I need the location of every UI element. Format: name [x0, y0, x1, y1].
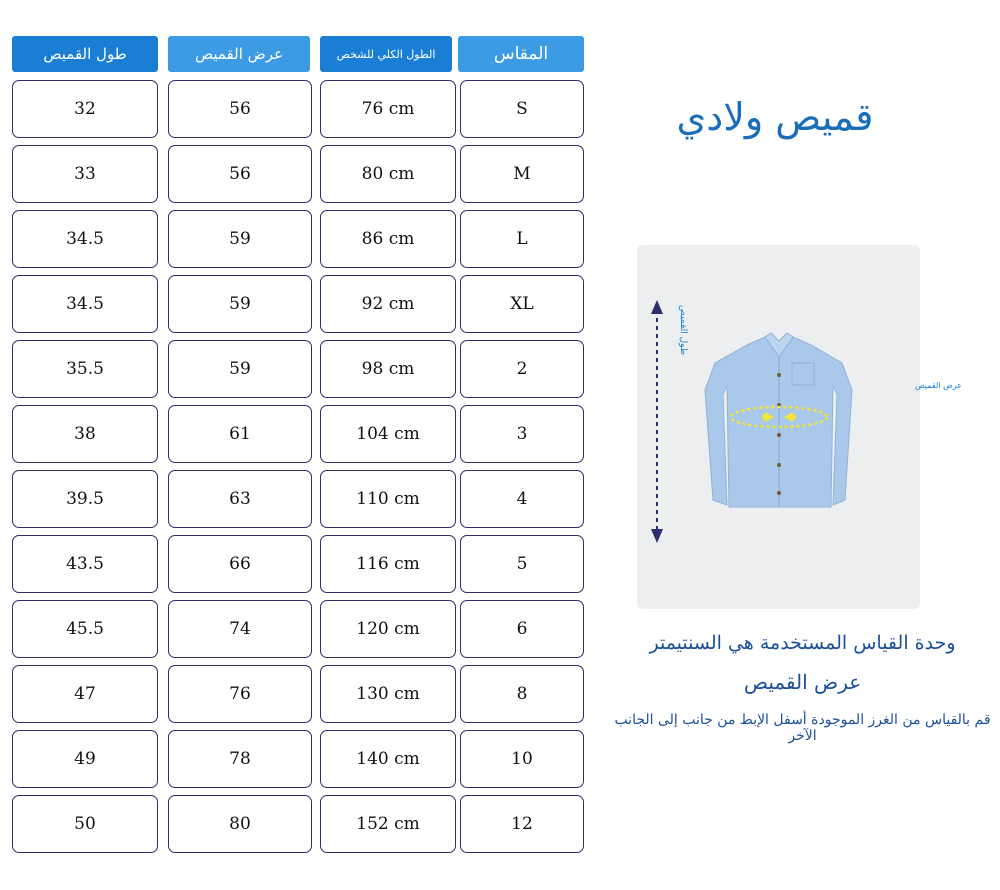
cell-total-length: 130 cm	[320, 665, 456, 723]
cell-shirt-width: 74	[168, 600, 312, 658]
header-shirt-length: طول القميص	[12, 36, 158, 72]
cell-shirt-width: 80	[168, 795, 312, 853]
table-row	[12, 340, 584, 398]
table-row	[12, 535, 584, 593]
cell-size: XL	[460, 275, 584, 333]
cell-shirt-width: 59	[168, 275, 312, 333]
header-size: المقاس	[458, 36, 584, 72]
header-total-length: الطول الكلي للشخص	[320, 36, 452, 72]
table-row	[12, 600, 584, 658]
width-heading: عرض القميص	[743, 670, 862, 694]
width-label: عرض القميص	[915, 381, 962, 390]
cell-shirt-width: 78	[168, 730, 312, 788]
cell-shirt-width: 66	[168, 535, 312, 593]
cell-shirt-width: 63	[168, 470, 312, 528]
table-row	[12, 665, 584, 723]
measurement-notes	[610, 632, 995, 744]
cell-shirt-width: 56	[168, 145, 312, 203]
cell-shirt-length: 47	[12, 665, 158, 723]
cell-total-length: 140 cm	[320, 730, 456, 788]
cell-total-length: 92 cm	[320, 275, 456, 333]
cell-shirt-length: 34.5	[12, 210, 158, 268]
cell-size: 4	[460, 470, 584, 528]
table-row	[12, 405, 584, 463]
cell-shirt-width: 76	[168, 665, 312, 723]
cell-shirt-width: 59	[168, 210, 312, 268]
table-row	[12, 145, 584, 203]
cell-shirt-length: 35.5	[12, 340, 158, 398]
width-instruction: قم بالقياس من الغرز الموجودة أسفل الإبط من جانب إلى الجانب الآخر	[614, 712, 991, 744]
table-row	[12, 80, 584, 138]
cell-size: 2	[460, 340, 584, 398]
cell-size: S	[460, 80, 584, 138]
cell-shirt-length: 33	[12, 145, 158, 203]
cell-size: 5	[460, 535, 584, 593]
shirt-image	[637, 245, 962, 609]
cell-size: M	[460, 145, 584, 203]
cell-total-length: 98 cm	[320, 340, 456, 398]
cell-total-length: 110 cm	[320, 470, 456, 528]
cell-total-length: 120 cm	[320, 600, 456, 658]
table-header	[12, 36, 584, 72]
cell-shirt-width: 56	[168, 80, 312, 138]
table-row	[12, 275, 584, 333]
cell-shirt-width: 59	[168, 340, 312, 398]
cell-size: 3	[460, 405, 584, 463]
cell-shirt-length: 50	[12, 795, 158, 853]
cell-total-length: 76 cm	[320, 80, 456, 138]
cell-shirt-length: 45.5	[12, 600, 158, 658]
cell-total-length: 104 cm	[320, 405, 456, 463]
cell-shirt-length: 34.5	[12, 275, 158, 333]
cell-size: 12	[460, 795, 584, 853]
cell-size: 10	[460, 730, 584, 788]
arrow-up-icon	[651, 300, 663, 314]
cell-shirt-width: 61	[168, 405, 312, 463]
shirt-illustration	[637, 245, 962, 609]
size-table	[12, 36, 584, 860]
cell-total-length: 116 cm	[320, 535, 456, 593]
cell-total-length: 152 cm	[320, 795, 456, 853]
cell-shirt-length: 43.5	[12, 535, 158, 593]
cell-size: 8	[460, 665, 584, 723]
cell-shirt-length: 38	[12, 405, 158, 463]
table-row	[12, 795, 584, 853]
cell-shirt-length: 49	[12, 730, 158, 788]
cell-shirt-length: 32	[12, 80, 158, 138]
page-title: قميص ولادي	[676, 95, 874, 139]
cell-size: 6	[460, 600, 584, 658]
table-row	[12, 470, 584, 528]
cell-total-length: 86 cm	[320, 210, 456, 268]
cell-total-length: 80 cm	[320, 145, 456, 203]
header-shirt-width: عرض القميص	[168, 36, 310, 72]
cell-shirt-length: 39.5	[12, 470, 158, 528]
cell-size: L	[460, 210, 584, 268]
unit-note: وحدة القياس المستخدمة هي السنتيمتر	[649, 632, 956, 654]
table-row	[12, 730, 584, 788]
table-body	[12, 80, 584, 853]
arrow-down-icon	[651, 529, 663, 543]
table-row	[12, 210, 584, 268]
length-label: طول القميص	[678, 305, 688, 355]
